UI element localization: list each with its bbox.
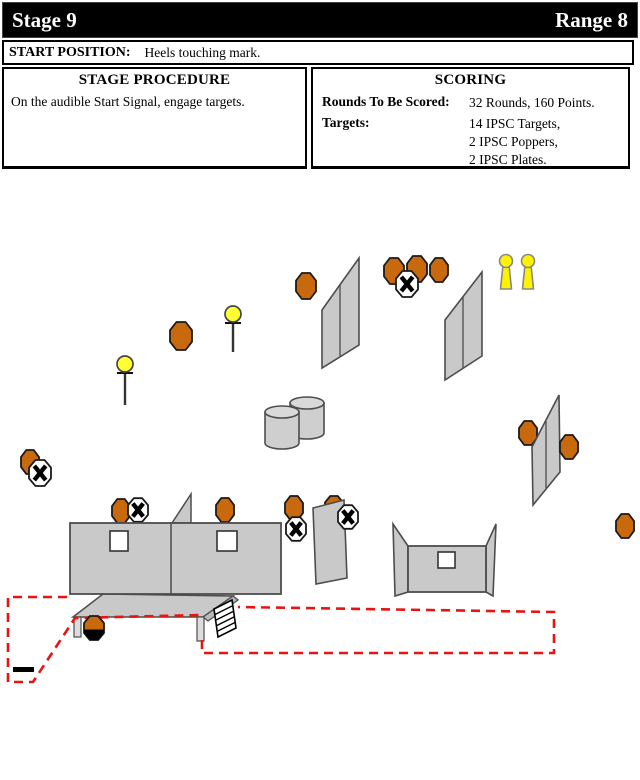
ipsc-target [296, 273, 316, 299]
ipsc-target [560, 435, 578, 459]
fault-line [202, 607, 554, 653]
start-position-label: START POSITION: [9, 44, 131, 60]
scoring-cell [311, 67, 630, 169]
target-hardcover-shade [84, 629, 104, 640]
scoring-row-value: 32 Rounds, 160 Points. [469, 95, 595, 110]
stage-procedure-cell [2, 67, 307, 169]
stage-title: Stage 9 [12, 7, 77, 32]
platform-leg [197, 617, 204, 641]
ipsc-target [616, 514, 634, 538]
bay-wing-wall [486, 524, 496, 596]
start-position-row [2, 40, 634, 65]
scoring-row-label: Targets: [322, 115, 370, 130]
ipsc-target [216, 498, 234, 522]
start-position-mark [13, 667, 34, 672]
wall-edge-triangle [172, 494, 191, 523]
wall-port-window [110, 531, 128, 551]
main-wall [70, 523, 281, 594]
ipsc-plate [225, 306, 241, 322]
popper-body [501, 265, 512, 289]
title-bar [2, 2, 638, 38]
start-position-value: Heels touching mark. [144, 44, 261, 60]
ipsc-target [170, 322, 192, 350]
scoring-title: SCORING [434, 72, 507, 88]
bay-port-window [438, 552, 455, 568]
stage-procedure-text: On the audible Start Signal, engage targets. [11, 94, 245, 109]
popper-head [522, 255, 535, 268]
scoring-row-label: Rounds To Be Scored: [322, 94, 450, 109]
stage-procedure-title: STAGE PROCEDURE [78, 72, 231, 88]
popper-body [523, 265, 534, 289]
popper-head [500, 255, 513, 268]
scoring-row-value: 2 IPSC Plates. [469, 152, 547, 167]
range-title: Range 8 [555, 7, 628, 32]
barrel-top [265, 406, 299, 418]
wall-port-window [217, 531, 237, 551]
ipsc-target [430, 258, 448, 282]
info-table [2, 67, 636, 169]
scoring-row-value: 14 IPSC Targets, [469, 116, 561, 131]
barrel-top [290, 397, 324, 409]
scoring-row-value: 2 IPSC Poppers, [469, 134, 558, 149]
scoring-row [313, 94, 628, 112]
bay-wing-wall [393, 524, 408, 596]
ipsc-plate [117, 356, 133, 372]
scoring-row [313, 115, 628, 169]
